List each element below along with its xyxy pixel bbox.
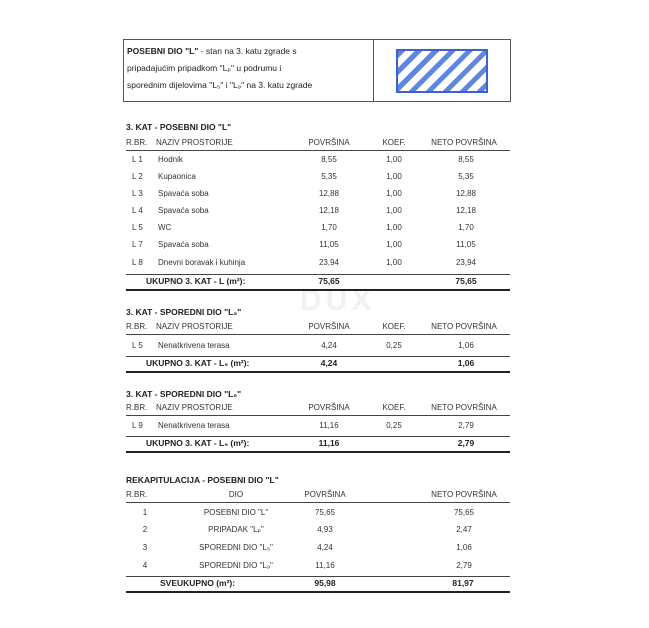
column-headers-side9 bbox=[126, 403, 510, 416]
total-row-side5 bbox=[126, 356, 510, 373]
total-label: UKUPNO 3. KAT - L₉ (m²): bbox=[146, 438, 250, 448]
total-row-recap bbox=[126, 576, 510, 593]
table-row bbox=[126, 206, 510, 221]
row-neto: 5,35 bbox=[458, 172, 474, 181]
header-line1-rest: - stan na 3. katu zgrade s bbox=[198, 46, 297, 56]
total-area: 4,24 bbox=[320, 358, 338, 368]
row-name: Hodnik bbox=[158, 155, 183, 164]
row-rbr: L 4 bbox=[132, 206, 143, 215]
col-dio: DIO bbox=[228, 490, 244, 499]
row-rbr: L 2 bbox=[132, 172, 143, 181]
col-rbr: R.BR. bbox=[126, 138, 148, 147]
row-name: Nenatkrivena terasa bbox=[158, 421, 230, 430]
row-neto: 23,94 bbox=[455, 258, 477, 267]
col-rbr: R.BR. bbox=[126, 322, 148, 331]
total-row-side9 bbox=[126, 436, 510, 453]
row-neto: 12,88 bbox=[455, 189, 477, 198]
section-title-recap: REKAPITULACIJA - POSEBNI DIO "L" bbox=[126, 475, 279, 485]
header-title: POSEBNI DIO "L" bbox=[127, 46, 199, 56]
row-name: WC bbox=[158, 223, 172, 232]
row-dio: SPOREDNI DIO "L₉" bbox=[199, 561, 273, 570]
row-rbr: L 8 bbox=[132, 258, 143, 267]
row-name: Kupaonica bbox=[158, 172, 196, 181]
row-area: 1,70 bbox=[321, 223, 337, 232]
row-name: Spavaća soba bbox=[158, 240, 209, 249]
table-row bbox=[126, 155, 510, 170]
total-area: 75,65 bbox=[318, 276, 340, 286]
table-row bbox=[126, 508, 510, 523]
row-neto: 8,55 bbox=[458, 155, 474, 164]
row-area: 4,24 bbox=[321, 341, 337, 350]
row-neto: 2,79 bbox=[456, 561, 472, 570]
row-koef: 1,00 bbox=[386, 258, 402, 267]
col-koef: KOEF. bbox=[382, 403, 406, 412]
row-area: 11,16 bbox=[319, 421, 339, 430]
col-neto: NETO POVRŠINA bbox=[431, 490, 497, 499]
watermark: DUX bbox=[300, 284, 376, 317]
row-area: 12,18 bbox=[318, 206, 340, 215]
total-neto: 81,97 bbox=[452, 578, 474, 588]
row-rbr: L 5 bbox=[132, 341, 143, 350]
row-area: 4,24 bbox=[317, 543, 333, 552]
table-row bbox=[126, 543, 510, 558]
col-area: POVRŠINA bbox=[308, 403, 350, 412]
table-row bbox=[126, 172, 510, 187]
row-koef: 1,00 bbox=[386, 189, 402, 198]
row-koef: 1,00 bbox=[386, 155, 402, 164]
section-title-side5: 3. KAT - SPOREDNI DIO "L₅" bbox=[126, 307, 242, 317]
row-name: Spavaća soba bbox=[158, 206, 209, 215]
row-dio: PRIPADAK "Lₚ" bbox=[208, 525, 264, 534]
col-name: NAZIV PROSTORIJE bbox=[156, 138, 233, 147]
row-area: 5,35 bbox=[321, 172, 337, 181]
col-area: POVRŠINA bbox=[308, 322, 350, 331]
row-area: 4,93 bbox=[317, 525, 333, 534]
row-area: 23,94 bbox=[318, 258, 340, 267]
row-area: 8,55 bbox=[321, 155, 337, 164]
row-rbr: 2 bbox=[142, 525, 148, 534]
row-neto: 12,18 bbox=[455, 206, 477, 215]
total-neto: 2,79 bbox=[457, 438, 475, 448]
table-row bbox=[126, 240, 510, 255]
table-row bbox=[126, 525, 510, 540]
col-neto: NETO POVRŠINA bbox=[431, 138, 497, 147]
header-line-2: pripadajućim pripadkom "Lₚ" u podrumu i bbox=[127, 63, 282, 73]
section-title-side9: 3. KAT - SPOREDNI DIO "L₉" bbox=[126, 389, 242, 399]
row-dio: SPOREDNI DIO "L₅" bbox=[199, 543, 273, 552]
row-koef: 1,00 bbox=[386, 172, 402, 181]
hatch-legend bbox=[374, 40, 510, 101]
col-rbr: R.BR. bbox=[126, 403, 148, 412]
total-label: UKUPNO 3. KAT - L₅ (m²): bbox=[146, 358, 250, 368]
row-rbr: L 9 bbox=[132, 421, 143, 430]
row-neto: 1,70 bbox=[458, 223, 474, 232]
row-koef: 1,00 bbox=[386, 240, 402, 249]
row-neto: 1,06 bbox=[458, 341, 474, 350]
col-rbr: R.BR. bbox=[126, 490, 148, 499]
row-koef: 1,00 bbox=[386, 206, 402, 215]
col-name: NAZIV PROSTORIJE bbox=[156, 322, 233, 331]
row-name: Nenatkrivena terasa bbox=[158, 341, 230, 350]
row-neto: 2,47 bbox=[456, 525, 472, 534]
col-neto: NETO POVRŠINA bbox=[431, 403, 497, 412]
row-neto: 2,79 bbox=[458, 421, 474, 430]
row-area: 11,05 bbox=[319, 240, 339, 249]
row-area: 11,16 bbox=[315, 561, 335, 570]
total-area: 95,98 bbox=[314, 578, 336, 588]
col-name: NAZIV PROSTORIJE bbox=[156, 403, 233, 412]
table-row bbox=[126, 421, 510, 436]
row-rbr: L 1 bbox=[132, 155, 143, 164]
col-area: POVRŠINA bbox=[304, 490, 346, 499]
total-neto: 75,65 bbox=[455, 276, 477, 286]
table-row bbox=[126, 189, 510, 204]
row-rbr: L 7 bbox=[132, 240, 143, 249]
table-row bbox=[126, 341, 510, 356]
row-neto: 75,65 bbox=[453, 508, 475, 517]
total-area: 11,16 bbox=[318, 438, 340, 448]
row-rbr: 1 bbox=[142, 508, 148, 517]
row-rbr: L 3 bbox=[132, 189, 143, 198]
row-rbr: 4 bbox=[142, 561, 148, 570]
row-rbr: L 5 bbox=[132, 223, 143, 232]
row-neto: 11,05 bbox=[456, 240, 476, 249]
col-neto: NETO POVRŠINA bbox=[431, 322, 497, 331]
header-line-3: sporednim dijelovima "L₅" i "L₉" na 3. katu zgrade bbox=[127, 80, 313, 90]
col-area: POVRŠINA bbox=[308, 138, 350, 147]
header-description bbox=[124, 40, 374, 101]
header-line-1 bbox=[127, 43, 370, 60]
total-label: SVEUKUPNO (m²): bbox=[160, 578, 236, 588]
total-neto: 1,06 bbox=[457, 358, 475, 368]
total-row-main bbox=[126, 274, 510, 291]
row-dio: POSEBNI DIO "L" bbox=[203, 508, 269, 517]
col-koef: KOEF. bbox=[382, 138, 406, 147]
row-area: 75,65 bbox=[314, 508, 336, 517]
row-koef: 1,00 bbox=[386, 223, 402, 232]
row-neto: 1,06 bbox=[456, 543, 472, 552]
row-rbr: 3 bbox=[142, 543, 148, 552]
row-name: Dnevni boravak i kuhinja bbox=[158, 258, 246, 267]
column-headers-side5 bbox=[126, 322, 510, 335]
header-box bbox=[123, 39, 511, 102]
row-name: Spavaća soba bbox=[158, 189, 209, 198]
column-headers-recap bbox=[126, 490, 510, 503]
table-row bbox=[126, 223, 510, 238]
table-row bbox=[126, 561, 510, 576]
row-koef: 0,25 bbox=[386, 341, 402, 350]
hatch-pattern-swatch bbox=[396, 49, 488, 93]
section-title-main: 3. KAT - POSEBNI DIO "L" bbox=[126, 122, 232, 132]
column-headers-main bbox=[126, 138, 510, 151]
table-row bbox=[126, 258, 510, 273]
row-koef: 0,25 bbox=[386, 421, 402, 430]
row-area: 12,88 bbox=[318, 189, 340, 198]
col-koef: KOEF. bbox=[382, 322, 406, 331]
total-label: UKUPNO 3. KAT - L (m²): bbox=[146, 276, 246, 286]
